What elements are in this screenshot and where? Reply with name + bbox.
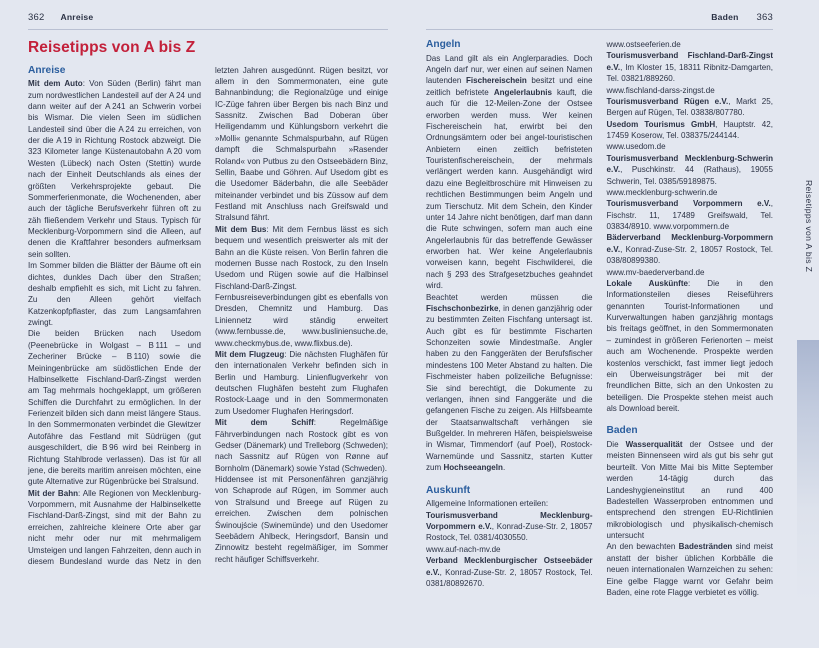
section-body-baden: [607, 439, 774, 598]
paragraph: www.usedom.de: [606, 142, 666, 152]
paragraph: An den bewachten Badestränden sind meist anstatt der bisher üblichen Korbbälle die neuen internationalen Warnzeichen zu sehen: Eine gelbe Flagge warnt vor Gefahr beim Baden, eine rote Flagge verbietet es völlig.: [606, 542, 773, 597]
paragraph: Die beiden Brücken nach Usedom (Peenebrücke in Wolgast – B 111 – und Zecheriner Brücke – B 110) sowie die Meiningenbrücke am südöstlichen Ende der Halbinselkette Fischland-Darß-Zingst werden am Tag mehrmals hochgeklappt, um größeren Schiffen die Durchfahrt zu ermöglichen. In der Ferienzeit bilden sich dann meist längere Staus. In den Sommermonaten verbindet die Glewitzer Autofähre das Festland mit Südrügen (gut ausgeschildert, die B 96 wird bei Reinberg in Richtung Stahlbrode verlassen). Das ist für all jene, die bereits maritim anreisen möchten, eine gute Alternative zur Rügenbrücke bei Stralsund.: [28, 329, 201, 487]
paragraph: Hiddensee ist mit Personenfähren ganzjährig von Schaprode auf Rügen, im Sommer auch von Stralsund und Breege auf Rügen zu erreichen. Zwischen dem polnischen Świnoujście (Swinemünde) und den Usedomer Seebädern Ahlbeck, Heringsdorf, Bansin und Zinnowitz besteht regelmäßiger, im Sommer recht häufiger Schiffsverkehr.: [215, 475, 388, 564]
paragraph: Bäderverband Mecklenburg-Vorpommern e.V., Konrad-Zuse-Str. 2, 18057 Rostock, Tel. 038/80899380.: [606, 233, 773, 266]
right-page-columns: [426, 39, 773, 598]
paragraph: Mit dem Auto: Von Süden (Berlin) fährt man zum nordwestlichen Landesteil auf der A 24 und dann weiter auf der A 241 an Schwerin vorbei bis Wismar. Die vielen Seen im südlichen Landesteil sind über die A 24 zu erreichen, von der die A 19 in Richtung Rostock abzweigt. Die 323 Kilometer lange Küstenautobahn A 20 vom Westen (Lübeck) nach Osten (Stettin) wurde nach der Einheit Deutschlands als eines der größten Verkehrsprojekte gebaut. Die Sommerferienmonate, die Wochenenden, aber auch der tägliche Berufsverkehr führen oft zu zäh fließendem Verkehr und Staus. Typisch für Mecklenburg-Vorpommern sind die Alleen, auf denen die Kraftfahrer besonders aufmerksam sein sollten.: [28, 79, 201, 259]
paragraph: Verband Mecklenburgischer Ostseebäder e.V., Konrad-Zuse-Str. 2, 18057 Rostock, Tel. 0381/80892670.: [426, 556, 593, 588]
section-heading-auskunft: Auskunft: [426, 484, 471, 496]
paragraph: Die Wasserqualität der Ostsee und der meisten Binnenseen wird als gut bis sehr gut beurteilt. Von Mitte Mai bis Mitte September werden 14-tägig durch das Landeshygieneinstitut an rund 400 Badestellen Wasserproben entnommen und entsprechend den strengen EU-Richtlinien mikrobiologisch und physikalisch-chemisch untersucht: [606, 440, 774, 541]
paragraph: Tourismusverband Mecklenburg-Vorpommern e.V., Konrad-Zuse-Str. 2, 18057 Rostock, Tel. 0381/4030550.: [426, 510, 593, 543]
section-body-angeln: [426, 53, 593, 474]
paragraph: www.mv-baederverband.de: [606, 267, 705, 277]
paragraph: Im Sommer bilden die Blätter der Bäume oft ein dichtes, dunkles Dach über den Straßen; deshalb empfiehlt es sich, mit Licht zu fahren. Zu den Alleen gehört vielfach Katzenkopfpflaster, das zum Langsamfahren zwingt.: [28, 261, 201, 328]
paragraph: Tourismusverband Vorpommern e.V., Fischstr. 11, 17489 Greifswald, Tel. 03834/8910. www.vorpommern.de: [606, 199, 773, 231]
running-head-right: [426, 12, 773, 30]
folio-right: 363: [756, 12, 773, 23]
thumb-index-tab: [797, 340, 819, 648]
paragraph: www.mecklenburg-schwerin.de: [606, 187, 718, 197]
section-body-anreise: [28, 65, 388, 568]
paragraph: Mit dem Bus: Mit dem Fernbus lässt es sich bequem und wesentlich preiswerter als mit der Bahn an die Küste reisen. Von Berlin fahren die modernen Busse nach Rostock, zu den Inseln Usedom und Rügen sowie auf die Halbinsel Fischland-Darß-Zingst. Fernbusreiseverbindungen gibt es ebenfalls von Dresden, Chemnitz und Hamburg. Das Liniennetz wird ständig erweitert (www.fernbusse.de, www.busliniensuche.de, www.checkmybus.de, www.flixbus.de).: [215, 224, 388, 348]
paragraph: Usedom Tourismus GmbH, Hauptstr. 42, 17459 Koserow, Tel. 038375/244144.: [606, 119, 773, 140]
paragraph: Tourismusverband Mecklenburg-Schwerin e.V., Puschkinstr. 44 (Rathaus), 19055 Schwerin, Tel. 0385/59189875.: [606, 153, 773, 186]
running-title-right: Baden: [711, 12, 739, 22]
paragraph: Lokale Auskünfte: Die in den Informationsteilen dieses Reiseführers genannten Tourist-Informationen und Kurverwaltungen haben ganzjährig montags bis freitags geöffnet, in den Sommermonaten – zumindest in größeren Ferienorten – meist auch am Wochenende. Prospekte werden kostenlos verschickt, fast immer liegt jedoch ein Überweisungsträger bei mit der freundlichen Bitte, sich an den Unkosten zu beteiligen. Die Prospekte stehen meist auch als Download bereit.: [606, 278, 773, 413]
running-title-left: Anreise: [60, 12, 94, 22]
paragraph: Beachtet werden müssen die Fischschonbezirke, in denen ganzjährig oder zu bestimmten Zeiten Fischfang untersagt ist. Auch gibt es für bestimmte Fischarten Schonzeiten sowie Mindestmaße. Angler haben zu den Fanggeräten der Berufsfischer mindestens 100 Meter Abstand zu halten. Die Fischmeister haben polizeiliche Befugnisse: Sie sind berechtigt, die Dokumente zu verlangen, ihnen sind Fanggeräte und die gefangenen Fische zu zeigen. Als Hilfsbeamte der Staatsanwaltschaft verhängen sie Bußgelder. In mehreren Häfen, beispielsweise in Wismar, Timmendorf (auf Poel), Rostock-Warnemünde und Sassnitz, starten Kutter zum Hochseeangeln.: [426, 292, 593, 473]
paragraph: Das Land gilt als ein Anglerparadies. Doch Angeln darf nur, wer einen auf seinen Namen lautenden Fischereischein besitzt und eine zeitlich befristete Angelerlaubnis kauft, die auch für die 12-Meilen-Zone der Ostsee erworben werden muss. Wer keinen Fischereischein hat, erwirbt bei den Ordnungsämtern oder bei angel-touristischen Anbietern einen zeitlich befristeten Touristenfischereischein, der mehrmals verlängert werden kann. Ausgehändigt wird dazu eine Begleitbroschüre mit Hinweisen zu rechtlichen Bestimmungen beim Angeln und zum Tierschutz. Mit dem Schein, den Kinder unter 14 Jahre nicht benötigen, darf man dann die Rute schwingen, sofern man auch eine Angelerlaubnis für das betreffende Gewässer erworben hat. Wer keine Angelerlaubnis vorweisen kann, begeht Fischwilderei, die nach § 293 des Strafgesetzbuches geahndet wird.: [426, 53, 593, 291]
section-heading-anreise: Anreise: [28, 64, 66, 76]
paragraph: Tourismusverband Fischland-Darß-Zingst e.V., Im Kloster 15, 18311 Ribnitz-Damgarten, Tel. 03821/889260.: [606, 51, 773, 84]
section-heading-baden: Baden: [606, 425, 638, 437]
right-page: [410, 0, 819, 648]
paragraph: Allgemeine Informationen erteilen:: [426, 499, 549, 509]
paragraph: www.fischland-darss-zingst.de: [606, 85, 715, 95]
paragraph: Tourismusverband Rügen e.V., Markt 25, Bergen auf Rügen, Tel. 03838/807780.: [606, 96, 773, 118]
folio-left: 362: [28, 12, 45, 23]
chapter-title: Reisetipps von A bis Z: [28, 39, 196, 56]
paragraph: www.ostseeferien.de: [606, 40, 681, 49]
section-heading-angeln: Angeln: [426, 39, 461, 50]
left-page-columns: [28, 65, 388, 568]
paragraph: Mit dem Flugzeug: Die nächsten Flughäfen für den internationalen Verkehr befinden sich in Berlin und Hamburg. Linienflugverkehr von deutschen Flughäfen besteht zum Flughafen Rostock-Laage und in den Sommermonaten zum Usedomer Flughafen Heringsdorf.: [215, 349, 388, 416]
thumb-index-tab-label: Reisetipps von A bis Z: [804, 180, 814, 273]
paragraph: www.auf-nach-mv.de: [426, 544, 501, 554]
right-page-columns-wrap: [426, 39, 773, 598]
running-head-left: [28, 12, 388, 30]
paragraph: Mit der Bahn: Alle Regionen von Mecklenburg-Vorpommern, mit Ausnahme der Halbinselkette Fischland-Darß-Zingst, sind mit der Bahn zu erreichen, zahlreiche kleinere Orte aber gar nicht mehr oder nur mit mehrmaligem Umsteigen und langen Fahrzeiten, denn auch in diesem Bundesland wurde das Netz in den letzten Jahren ausgedünnt. Rügen besitzt, vor allem in den Sommermonaten, eine gute Bahnanbindung; die Regionalzüge und einige IC-Züge fahren über Bergen bis nach Binz und Sassnitz. Zwischen Bad Doberan über Heiligendamm und Kühlungsborn verkehrt die »Molli« genannte Schmalspurbahn, auf Rügen dampft die Schmalspurbahn »Rasender Roland« von Putbus zu den Ostseebädern Binz, Sellin, Baabe und Göhren. Auf Usedom gibt es die Usedomer Bäderbahn, die alle Seebäder miteinander verbindet und bis Züssow auf dem Festland mit Anschluss nach Greifswald und Stralsund fährt.: [28, 65, 388, 566]
paragraph: Mit dem Schiff: Regelmäßige Fährverbindungen nach Rostock gibt es von Gedser (Dänemark) und Trelleborg (Schweden); nach Sassnitz auf Rügen von Rønne auf Bornholm (Dänemark) sowie Ystad (Schweden).: [215, 418, 388, 473]
